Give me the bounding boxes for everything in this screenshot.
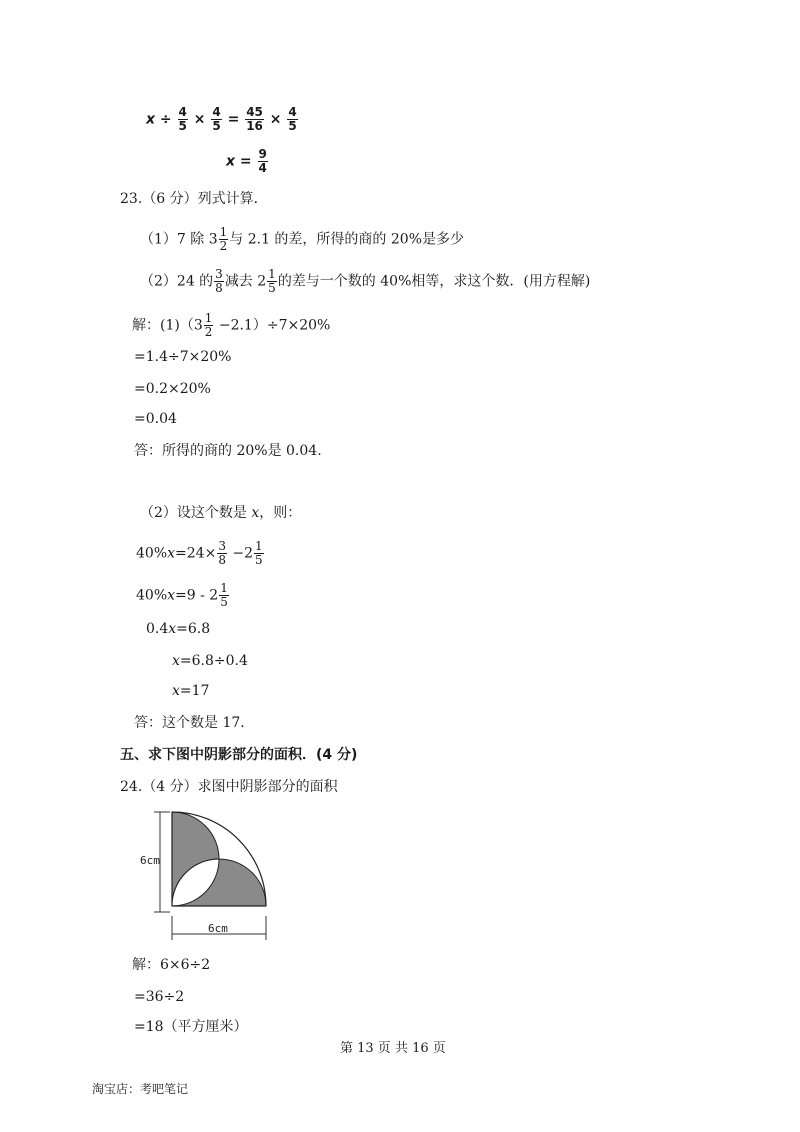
fraction: $\frac{1}{2}$ xyxy=(219,225,228,253)
fraction: $\frac{3}{8}$ xyxy=(218,539,226,567)
fraction: $\frac{3}{8}$ xyxy=(215,267,223,295)
solution-24-line-3: =18（平方厘米） xyxy=(134,1019,248,1035)
question-23-part-2: （2）24 的 $\frac{3}{8}$ 减去 2 $\frac{1}{5}$ 的差与一个数的 40%相等，求这个数．(用方程解) xyxy=(140,267,591,295)
solution-2-line-4: x=6.8÷0.4 xyxy=(172,653,248,669)
page-footer: 第 13 页 共 16 页 xyxy=(340,1041,446,1056)
solution-1-line-2: =1.4÷7×20% xyxy=(134,349,232,365)
solution-2-line-1: 40%x=24× $\frac{3}{8}$ −2 $\frac{1}{5}$ xyxy=(136,539,263,567)
solution-2-answer: 答：这个数是 17. xyxy=(134,715,245,731)
fraction: $\frac{1}{5}$ xyxy=(268,267,276,295)
fraction: $\frac{4}{5}$ xyxy=(212,105,221,133)
section-5-heading: 五、求下图中阴影部分的面积．(4 分) xyxy=(120,747,358,763)
fraction: $\frac{1}{2}$ xyxy=(204,311,213,339)
solution-24-line-2: =36÷2 xyxy=(134,989,185,1005)
solution-2-line-3: 0.4x=6.8 xyxy=(146,621,211,637)
solution-1-line-3: =0.2×20% xyxy=(134,381,211,397)
solution-2-intro: （2）设这个数是 x，则： xyxy=(140,505,302,521)
solution-1-answer: 答：所得的商的 20%是 0.04. xyxy=(134,443,322,459)
fraction: $\frac{1}{5}$ xyxy=(220,581,228,609)
question-23-part-1: （1）7 除 3 $\frac{1}{2}$ 与 2.1 的差，所得的商的 20%是多少 xyxy=(140,225,464,253)
fraction: $\frac{4}{5}$ xyxy=(288,105,297,133)
solution-2-line-2: 40%x=9 - 2 $\frac{1}{5}$ xyxy=(136,581,228,609)
label-vertical: 6cm xyxy=(140,854,160,867)
fraction: $\frac{4}{5}$ xyxy=(178,105,187,133)
fraction: $\frac{9}{4}$ xyxy=(258,147,267,175)
label-horizontal: 6cm xyxy=(208,922,228,935)
shaded-area-figure xyxy=(140,806,290,946)
equation-line-1: x ÷ $\frac{4}{5}$ × $\frac{4}{5}$ = $\frac{45}{16}$ × $\frac{4}{5}$ xyxy=(146,105,297,133)
watermark: 淘宝店：考吧笔记 xyxy=(92,1082,189,1096)
question-24-title: 24.（4 分）求图中阴影部分的面积 xyxy=(120,779,338,795)
solution-1-line-1: 解：(1)（3 $\frac{1}{2}$ −2.1）÷7×20% xyxy=(132,311,331,339)
solution-1-line-4: =0.04 xyxy=(134,411,177,427)
question-23-title: 23.（6 分）列式计算． xyxy=(120,191,268,207)
solution-2-line-5: x=17 xyxy=(172,683,210,699)
var-x: x xyxy=(146,111,156,128)
fraction: $\frac{1}{5}$ xyxy=(255,539,263,567)
solution-24-line-1: 解：6×6÷2 xyxy=(132,957,211,973)
equation-line-2: x = $\frac{9}{4}$ xyxy=(226,147,267,175)
fraction: $\frac{45}{16}$ xyxy=(246,105,263,133)
